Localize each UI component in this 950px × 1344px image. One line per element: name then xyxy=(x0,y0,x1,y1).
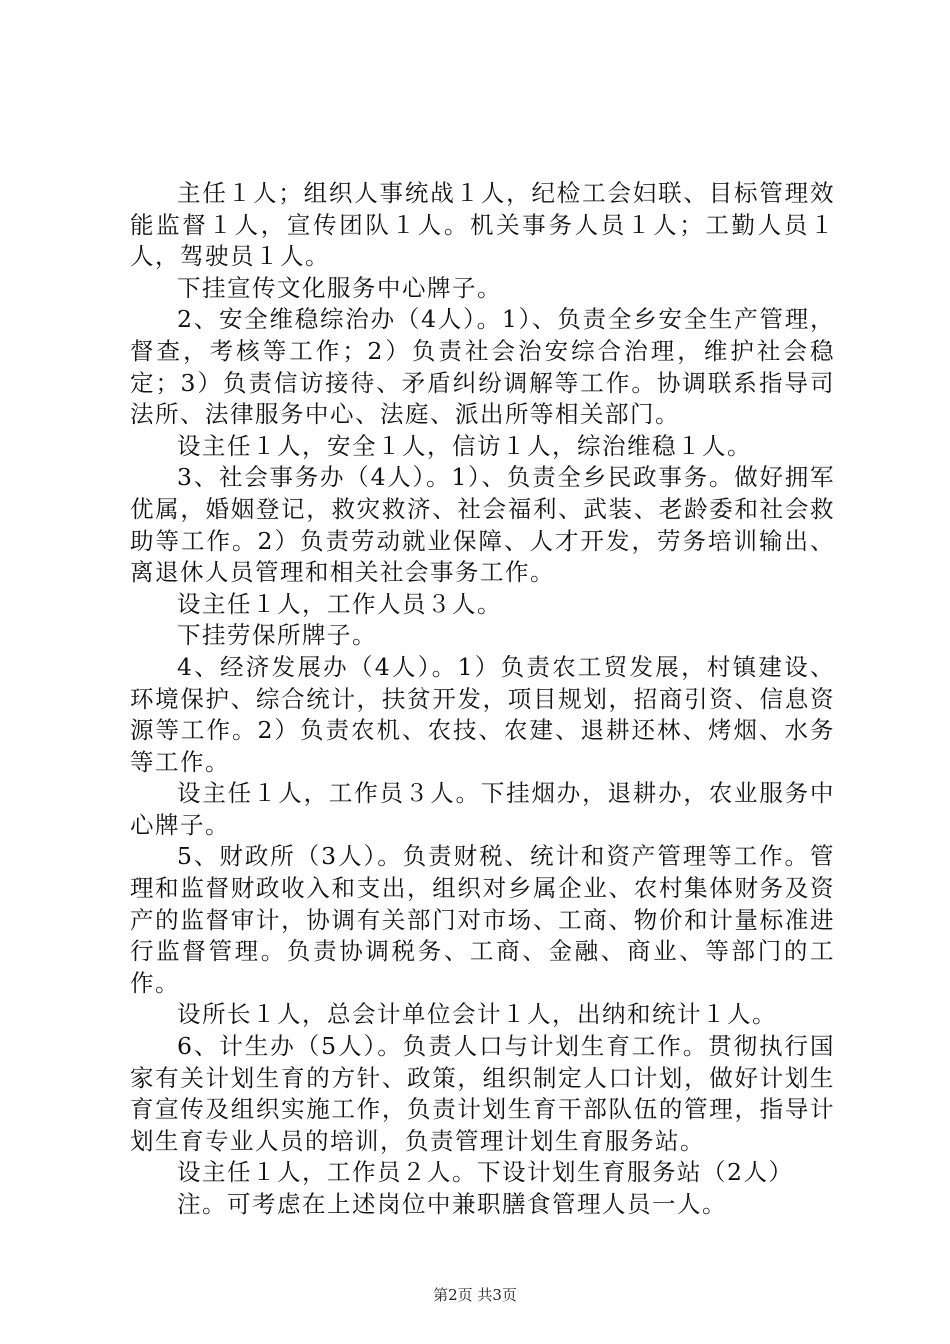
paragraph-culture-center: 下挂宣传文化服务中心牌子。 xyxy=(177,273,502,302)
paragraph-finance-office: 5、财政所（3人）。负责财税、统计和资产管理等工作。管理和监督财政收入和支出，组织对乡属企业、农村集体财务及资产的监督审计，协调有关部门对市场、工商、物价和计量标准进行监督管理。负责协调税务、工商、金融、商业、等部门的工作。 xyxy=(130,842,835,997)
paragraph-economic-office: 4、经济发展办（4人）。1）负责农工贸发展，村镇建设、环境保护、综合统计，扶贫开发，项目规划，招商引资、信息资源等工作。2）负责农机、农技、农建、退耕还林、烤烟、水务等工作。 xyxy=(130,652,835,776)
paragraph-labor-office-sign: 下挂劳保所牌子。 xyxy=(177,621,377,650)
document-body xyxy=(130,178,835,1221)
paragraph-note: 注。可考虑在上述岗位中兼职膳食管理人员一人。 xyxy=(177,1190,727,1218)
paragraph-family-planning-office: 6、计生办（5人）。负责人口与计划生育工作。贯彻执行国家有关计划生育的方针、政策，组织制定人口计划，做好计划生育宣传及组织实施工作，负责计划生育干部队伍的管理，指导计划生育专业人员的培训，负责管理计划生育服务站。 xyxy=(130,1032,835,1155)
paragraph-family-planning-staffing: 设主任１人，工作员２人。下设计划生育服务站（2人） xyxy=(177,1158,794,1187)
paragraph-social-affairs-staffing: 设主任１人，工作人员３人。 xyxy=(177,589,502,618)
paragraph-finance-staffing: 设所长１人，总会计单位会计１人，出纳和统计１人。 xyxy=(177,1000,777,1029)
paragraph-economic-staffing: 设主任１人，工作员３人。下挂烟办，退耕办，农业服务中心牌子。 xyxy=(130,779,835,839)
paragraph-social-affairs-office: 3、社会事务办（4人）。1）、负责全乡民政事务。做好拥军优属，婚姻登记，救灾救济、社会福利、武装、老龄委和社会救助等工作。2）负责劳动就业保障、人才开发，劳务培训输出、离退休人员管理和相关社会事务工作。 xyxy=(130,463,835,587)
paragraph-safety-office: 2、安全维稳综治办（4人）。1）、负责全乡安全生产管理，督查，考核等工作；2）负责社会治安综合治理，维护社会稳定；3）负责信访接待、矛盾纠纷调解等工作。协调联系指导司法所、法律服务中心、法庭、派出所等相关部门。 xyxy=(130,305,835,429)
page-footer: 第2页 共3页 xyxy=(433,1286,517,1304)
paragraph-staffing-office: 主任１人；组织人事统战１人，纪检工会妇联、目标管理效能监督１人，宣传团队１人。机关事务人员１人；工勤人员１人，驾驶员１人。 xyxy=(130,179,835,271)
paragraph-safety-staffing: 设主任１人，安全１人，信访１人，综治维稳１人。 xyxy=(177,431,752,460)
